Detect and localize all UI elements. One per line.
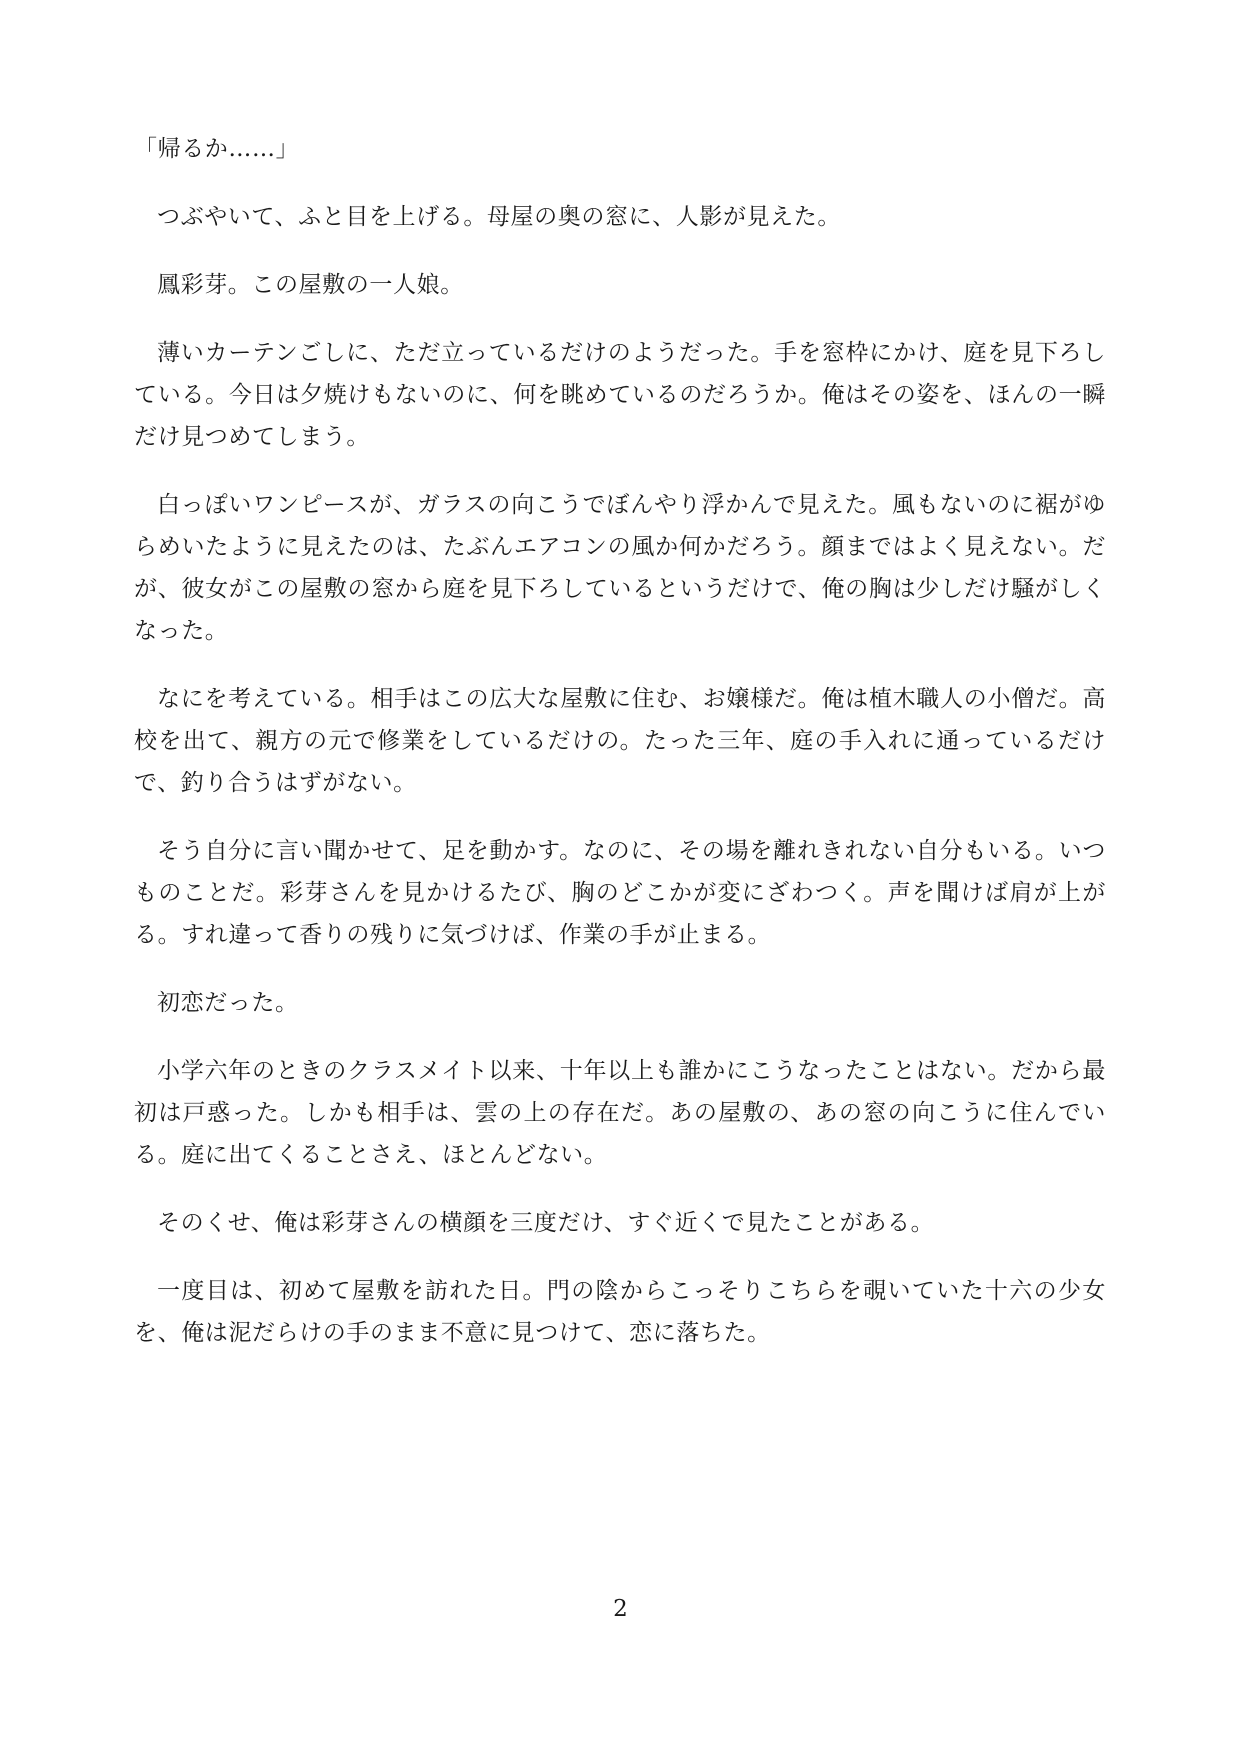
paragraph: 初恋だった。	[157, 990, 299, 1016]
paragraph: 小学六年のときのクラスメイト以来、十年以上も誰かにこうなったことはない。だから最初は戸惑った。しかも相手は、雲の上の存在だ。あの屋敷の、あの窓の向こうに住んでいる。庭に出てくることさえ、ほとんどない。	[134, 1058, 1106, 1168]
paragraph: 白っぽいワンピースが、ガラスの向こうでぼんやり浮かんで見えた。風もないのに裾がゆらめいたように見えたのは、たぶんエアコンの風か何かだろう。顔まではよく見えない。だが、彼女がこの屋敷の窓から庭を見下ろしているというだけで、俺の胸は少しだけ騒がしくなった。	[134, 492, 1106, 644]
paragraph: なにを考えている。相手はこの広大な屋敷に住む、お嬢様だ。俺は植木職人の小僧だ。高校を出て、親方の元で修業をしているだけの。たった三年、庭の手入れに通っているだけで、釣り合うはずがない。	[134, 686, 1106, 796]
paragraph: 一度目は、初めて屋敷を訪れた日。門の陰からこっそりこちらを覗いていた十六の少女を、俺は泥だらけの手のまま不意に見つけて、恋に落ちた。	[134, 1278, 1106, 1346]
paragraph: つぶやいて、ふと目を上げる。母屋の奥の窓に、人影が見えた。	[157, 204, 841, 230]
paragraph: 薄いカーテンごしに、ただ立っているだけのようだった。手を窓枠にかけ、庭を見下ろしている。今日は夕焼けもないのに、何を眺めているのだろうか。俺はその姿を、ほんの一瞬だけ見つめてしまう。	[134, 340, 1106, 450]
paragraph: 鳳彩芽。この屋敷の一人娘。	[157, 272, 464, 298]
page-number: 2	[613, 1596, 628, 1622]
paragraph: そう自分に言い聞かせて、足を動かす。なのに、その場を離れきれない自分もいる。いつものことだ。彩芽さんを見かけるたび、胸のどこかが変にざわつく。声を聞けば肩が上がる。すれ違って香りの残りに気づけば、作業の手が止まる。	[134, 838, 1106, 948]
body-text	[134, 128, 1106, 1380]
paragraph-dialogue: 「帰るか……」	[134, 136, 300, 162]
paragraph: そのくせ、俺は彩芽さんの横顔を三度だけ、すぐ近くで見たことがある。	[157, 1210, 935, 1236]
